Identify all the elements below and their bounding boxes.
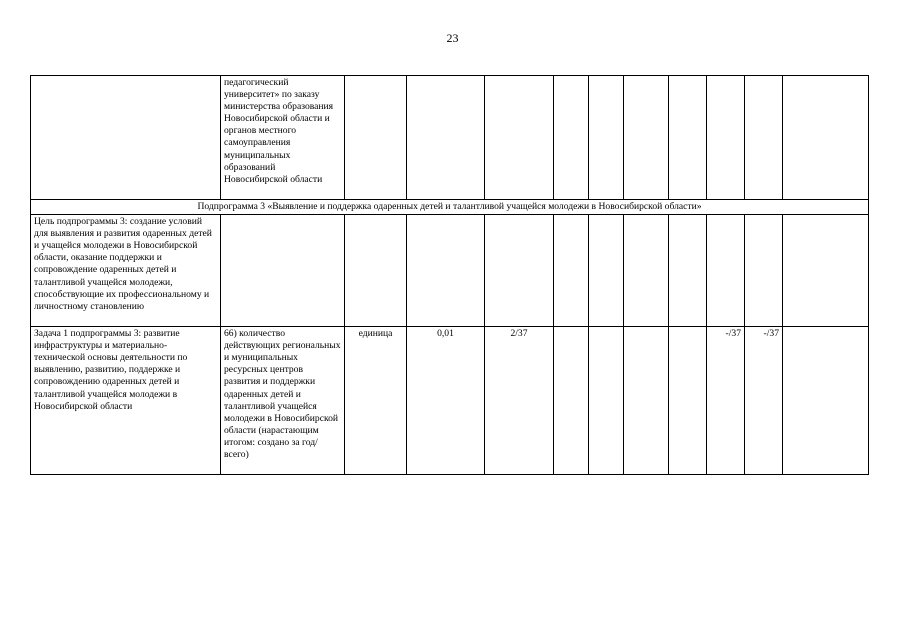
table-row-goal	[31, 215, 869, 327]
table-cell	[783, 76, 869, 200]
table-row-continuation	[31, 76, 869, 200]
continuation-text-cell: педагогический университет» по заказу министерства образования Новосибирской области и органов местного самоуправления муниципальных образований Новосибирской области	[221, 76, 345, 200]
table-cell	[669, 215, 707, 327]
value-cell: 2/37	[485, 327, 554, 475]
table-row-subprogram-header	[31, 200, 869, 215]
unit-cell: единица	[345, 327, 407, 475]
table-cell	[407, 76, 485, 200]
table-row-task	[31, 327, 869, 475]
value-cell	[589, 327, 624, 475]
value-cell: -/37	[745, 327, 783, 475]
table-cell	[745, 215, 783, 327]
table-cell	[707, 76, 745, 200]
indicators-table	[30, 75, 869, 475]
value-cell	[554, 327, 589, 475]
table-cell	[745, 76, 783, 200]
goal-text-cell: Цель подпрограммы 3: создание условий для выявления и развития одаренных детей и учащейся молодежи в Новосибирской области, оказание поддержки и сопровождение одаренных детей и талантливой учащейся молодежи, способствующие их профессиональному и личностному становлению	[31, 215, 221, 327]
table-cell	[485, 215, 554, 327]
value-cell: -/37	[707, 327, 745, 475]
table-cell	[485, 76, 554, 200]
table-cell	[589, 215, 624, 327]
table-cell	[669, 76, 707, 200]
table-cell	[345, 76, 407, 200]
table-cell	[589, 76, 624, 200]
task-name-cell: Задача 1 подпрограммы 3: развитие инфраструктуры и материально-технической основы деятельности по выявлению, развитию, поддержке и сопровождению одаренных детей и талантливой учащейся молодежи в Новосибирской области	[31, 327, 221, 475]
value-cell	[783, 327, 869, 475]
table-cell	[407, 215, 485, 327]
table-cell	[554, 215, 589, 327]
value-cell	[624, 327, 669, 475]
table-cell	[554, 76, 589, 200]
subprogram-header-cell: Подпрограмма 3 «Выявление и поддержка одаренных детей и талантливой учащейся молодежи в Новосибирской области»	[31, 200, 869, 215]
table-cell	[345, 215, 407, 327]
table-cell	[707, 215, 745, 327]
table-cell	[31, 76, 221, 200]
page-number: 23	[446, 31, 459, 45]
value-cell: 0,01	[407, 327, 485, 475]
value-cell	[669, 327, 707, 475]
table-cell	[221, 215, 345, 327]
table-cell	[624, 76, 669, 200]
indicator-cell: 66) количество действующих региональных и муниципальных ресурсных центров развития и поддержки одаренных детей и талантливой учащейся молодежи в Новосибирской области (нарастающим итогом: создано за год/всего)	[221, 327, 345, 475]
table-cell	[783, 215, 869, 327]
table-cell	[624, 215, 669, 327]
